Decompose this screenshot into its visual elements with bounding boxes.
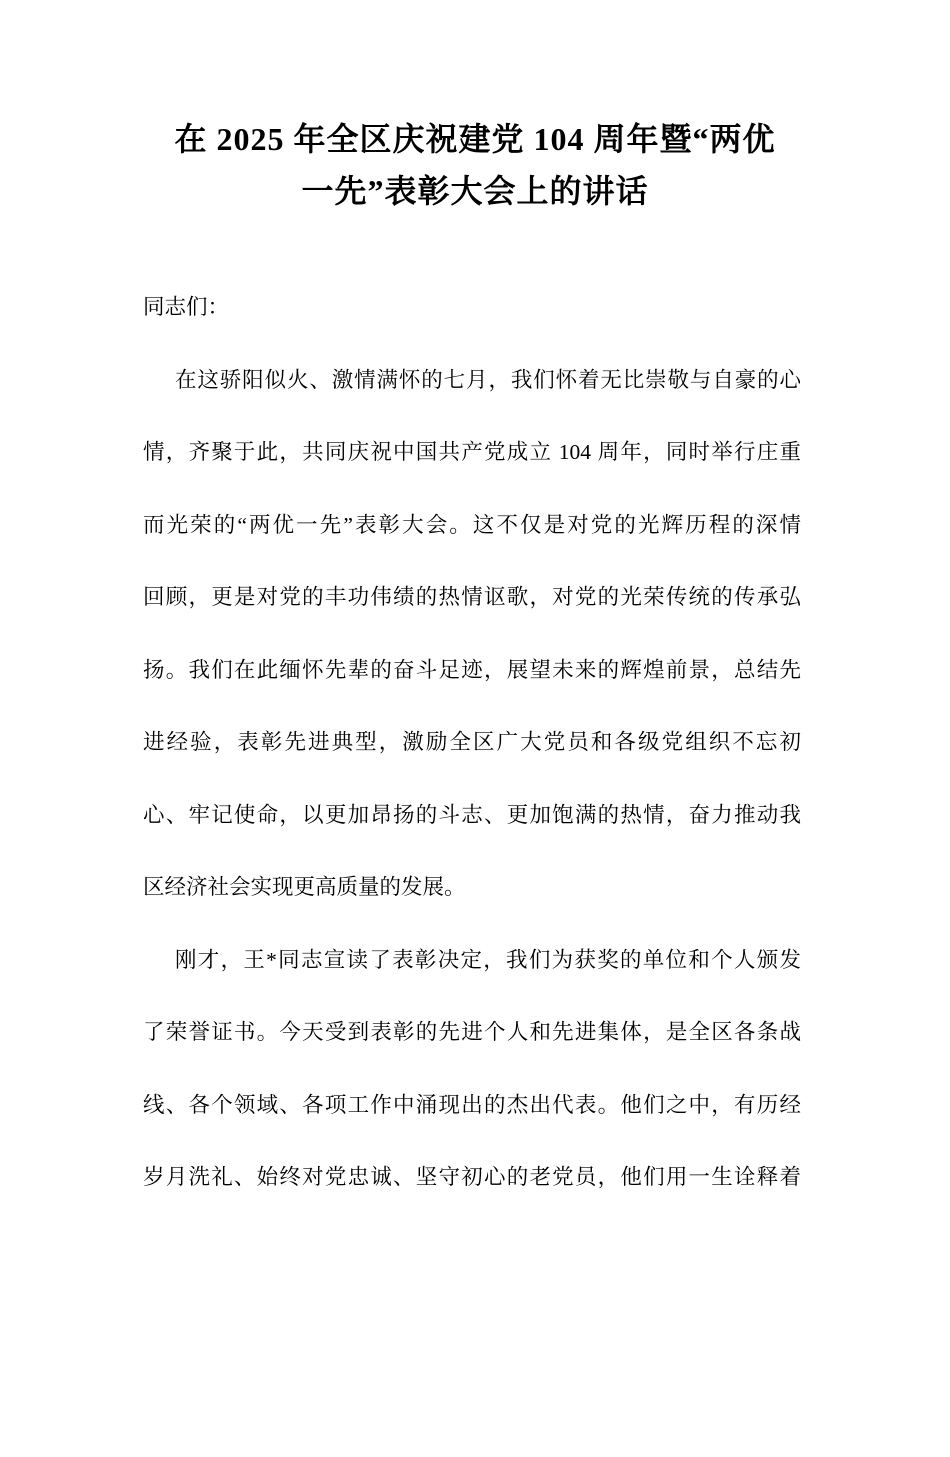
text-line: 扬。我们在此缅怀先辈的奋斗足迹，展望未来的辉煌前景，总结先 [143,657,801,682]
salutation-line: 同志们： [143,295,230,319]
text-line: 在这骄阳似火、激情满怀的七月，我们怀着无比崇敬与自豪的心 [175,367,801,392]
text-line: 回顾，更是对党的丰功伟绩的热情讴歌，对党的光荣传统的传承弘 [143,585,801,609]
document-page [0,113,950,1457]
text-line: 情，齐聚于此，共同庆祝中国共产党成立 104 周年，同时举行庄重 [143,440,801,464]
paragraph [143,344,801,924]
paragraph [143,924,801,1214]
text-line: 刚才，王*同志宣读了表彰决定，我们为获奖的单位和个人颁发 [175,947,801,972]
text-line: 了荣誉证书。今天受到表彰的先进个人和先进集体，是全区各条战 [143,1020,801,1044]
text-line: 线、各个领域、各项工作中涌现出的杰出代表。他们之中，有历经 [143,1092,801,1117]
text-line: 岁月洗礼、始终对党忠诚、坚守初心的老党员，他们用一生诠释着 [143,1165,801,1189]
document-title [0,113,950,217]
text-line: 进经验，表彰先进典型，激励全区广大党员和各级党组织不忘初 [143,730,801,754]
text-line: 区经济社会实现更高质量的发展。 [143,875,466,899]
text-line: 心、牢记使命，以更加昂扬的斗志、更加饱满的热情，奋力推动我 [143,802,801,827]
document-body [0,271,950,1214]
title-line-1: 在 2025 年全区庆祝建党 104 周年暨“两优 [174,121,776,157]
title-line-2: 一先”表彰大会上的讲话 [301,173,649,209]
text-line: 而光荣的“两优一先”表彰大会。这不仅是对党的光辉历程的深情 [143,512,801,537]
